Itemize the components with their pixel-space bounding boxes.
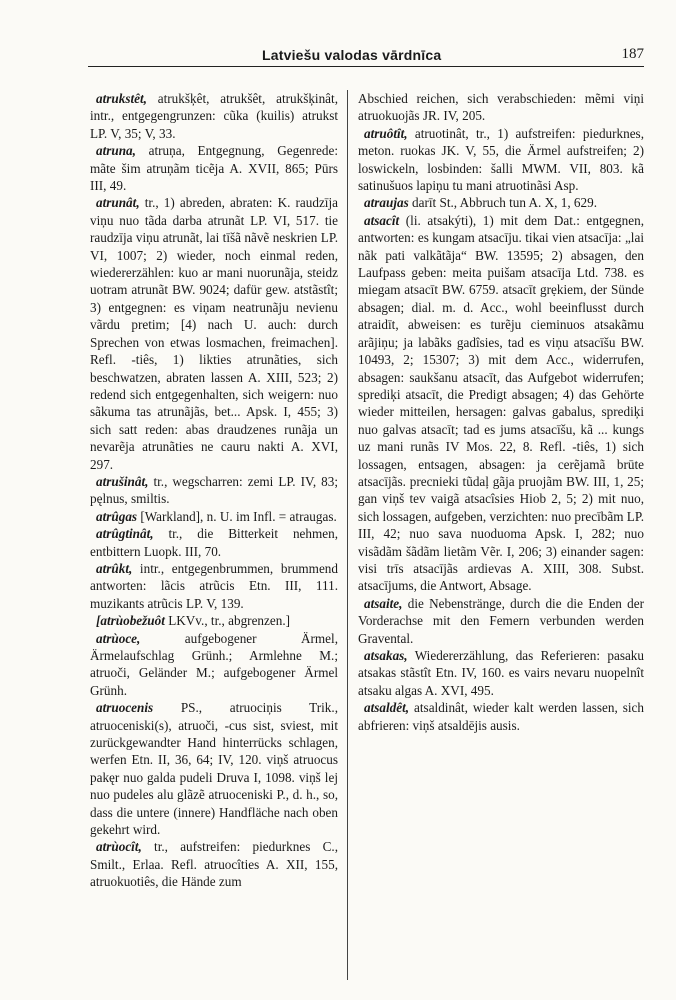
- entry-headword: atsacît: [364, 212, 400, 228]
- dictionary-entry: [358, 194, 644, 211]
- dictionary-entry: [90, 508, 338, 525]
- dictionary-entry: [90, 560, 338, 612]
- entry-headword: atrušinât,: [96, 473, 149, 489]
- entry-definition: atrukšķêt, atrukšêt, atrukšķinât, intr., entgegengrunzen: cũka (kuilis) atrukst LP. V, 35; V, 33.: [90, 91, 338, 141]
- dictionary-entry: [90, 630, 338, 700]
- entry-definition: tr., 1) abreden, abraten: K. raudzīja viņu nuo tãda darba atrunãt LP. VI, 517. tie raudzīja viņu atrunãt, lai tīšã nãvẽ neskrien LP. VI, 1007; 2) wieder, noch einmal reden, wiedererzählen: kuo ar mani nuorunãja, steidz uotram atrunãt BW. 9024; dafür gew. atstãstît; 3) entgegnen: es viņam neatrunãju nevienu vãrdu pretim; [4) nach U. auch: durch Sprechen von etwas losmachen, freimachen]. Refl. -tiês, 1) likties atrunãties, sich beschwatzen, abraten lassen A. XIII, 523; 2) redend sich entgegenhalten, sich weigern: nuo sãkuma tas atrunãjãs, bet... Apsk. I, 455; 3) sich satt reden: abas draudzenes runãja un nevarẽja atrunãties ne cauru nakti A. XVI, 297.: [90, 195, 338, 472]
- entry-definition: [Warkland], n. U. im Infl. = atraugas.: [137, 508, 337, 524]
- entry-headword: atruna,: [96, 143, 136, 159]
- entry-definition: Abschied reichen, sich verabschieden: mẽmi viņi atruokuojãs JR. IV, 205.: [358, 91, 644, 124]
- entry-headword: atrunât,: [96, 195, 140, 211]
- entry-definition: die Nebenstränge, durch die die Enden der Vorderachse mit den Femern verbunden werden Gravental.: [358, 595, 644, 646]
- entry-headword: atruôtît,: [364, 125, 408, 141]
- entry-definition: intr., entgegenbrummen, brummend antworten: lãcis atrũcis Etn. III, 111. muzikants atrũcis LP. V, 139.: [90, 560, 338, 611]
- entry-definition: atruotinât, tr., 1) aufstreifen: piedurknes, meton. ruokas JK. V, 55, die Ärmel aufstreifen; 2) loswickeln, losbinden: šalli MWM. VII, 803. kã satinušuos lapiņu tu mani atruotinãsi Asp.: [358, 125, 644, 194]
- page-header: [88, 44, 644, 67]
- dictionary-entry: [90, 473, 338, 508]
- entry-definition: Wiedererzählung, das Referieren: pasaku atsakas stãstît Etn. IV, 160. es vairs nevaru nuopelnît atsaku algas A. XVI, 495.: [358, 648, 644, 698]
- dictionary-entry: [90, 699, 338, 838]
- dictionary-entry: [358, 212, 644, 595]
- entry-headword: atrukstêt,: [96, 91, 147, 106]
- entry-definition: tr., wegscharren: zemi LP. IV, 83; pęlnus, smiltis.: [90, 473, 338, 507]
- dictionary-entry: [358, 125, 644, 195]
- entry-headword: atsaite,: [364, 595, 403, 611]
- column-divider: [347, 90, 348, 980]
- dictionary-entry: [358, 647, 644, 699]
- entry-definition: LKVv., tr., abgrenzen.]: [164, 613, 291, 629]
- entry-definition: darīt St., Abbruch tun A. X, 1, 629.: [408, 195, 597, 211]
- entry-definition: aufgebogener Ärmel, Ärmelaufschlag Grünh.; Armlehne M.; atruoči, Geländer M.; aufgebogener Ärmel Grünh.: [90, 630, 338, 698]
- entry-definition: atsaldinât, wieder kalt werden lassen, sich abfrieren: viņš atsaldējis ausis.: [358, 700, 644, 733]
- entry-headword: atrùocît,: [96, 839, 142, 855]
- page-number: 187: [621, 46, 644, 62]
- entry-headword: atrûgtinât,: [96, 526, 154, 542]
- dictionary-entry: [90, 525, 338, 560]
- running-title: Latviešu valodas vārdnīca: [262, 47, 442, 63]
- dictionary-entry: [90, 142, 338, 194]
- dictionary-entry: [358, 699, 644, 734]
- entry-headword: atrûgas: [96, 508, 138, 524]
- left-column: [90, 90, 338, 980]
- entry-headword: atrûkt,: [96, 560, 133, 576]
- dictionary-entry: [90, 612, 338, 629]
- entry-headword: atsaldêt,: [364, 700, 410, 716]
- entry-headword: atrùoce,: [96, 630, 141, 646]
- entry-headword: [atrùobežuôt: [96, 613, 165, 629]
- dictionary-entry: [90, 90, 338, 142]
- entry-headword: atsakas,: [364, 648, 408, 663]
- entry-definition: atruņa, Entgegnung, Gegenrede: mãte šim atruņãm ticẽja A. XVII, 865; Pūrs III, 49.: [90, 143, 338, 194]
- dictionary-entry: [358, 90, 644, 125]
- dictionary-entry: [358, 595, 644, 647]
- entry-headword: atraujas: [364, 195, 409, 211]
- entry-definition: (li. atsakýti), 1) mit dem Dat.: entgegnen, antworten: es kungam atsacīju. tikai vien atsacīja: „lai nãk pati valkãtãja“ BW. 13595; 2) absagen, den Laufpass geben: meita puišam atsacīja Ltd. 738. es miegam atsacīt BW. 6759. atsacīt grẹkiem, der Sünde absagen; dial. m. d. Acc., wohl beeinflusst durch atraidīt, abweisen: es turẽju cieminuos atsakãmu arãjiņu; ja labãks gadîsies, tad es viņu atsacīšu BW. 10493, 2; 15307; 3) mit dem Acc., widerrufen, absagen: saukšanu atsacīt, das Aufgebot widerrufen; sprediķi atsacīt, die Predigt absagen; 4) das Gehörte wieder mitteilen, hersagen: galvas gabalus, sprediķi nuo galvas atsacīt; tad es jums atsacīšu, kã ... kungs uz mani runãs IV Mos. 22, 8. Refl. -tiês, 1) sich lossagen, entsagen, absagen: ja cerẽjamã brūte atsacījãs. precnieki tũdaļ gãja pruojãm BW. III, 1, 25; gan viņš tev vaigã atsacîsies Hiob 2, 5; 2) mit nuo, sich lossagen, aufgeben, verzichten: nuo precībãm LP. III, 42; nuo sava nuoduoma Apsk. I, 282; nuo visãdãm šãdãm lietãm Vẽr. I, 206; 3) einander sagen: visi trīs atsacījãs ardievas A. XIII, 308. Subst. atsacījums, die Antwort, Absage.: [358, 212, 644, 594]
- right-column: [358, 90, 644, 980]
- dictionary-entry: [90, 194, 338, 473]
- entry-definition: tr., die Bitterkeit nehmen, entbittern Luopk. III, 70.: [90, 526, 338, 559]
- dictionary-entry: [90, 838, 338, 890]
- entry-definition: PS., atruociņis Trik., atruoceniski(s), atruoči, -cus sist, sviest, mit zurückgewandter Hand hinterrücks schlagen, werfen Etn. II, 36, 64; IV, 120. viņš atruocus pakęr nuo galda pudeli Druva I, 1098. viņš lej nuo pudeles alu glãzẽ atruoceniski P., d. h., so, dass die untere (innere) Handfläche nach oben gekehrt wird.: [90, 700, 338, 838]
- entry-definition: tr., aufstreifen: piedurknes C., Smilt., Erlaa. Refl. atruocîties A. XII, 155, atruokuotiês, die Hände zum: [90, 839, 338, 890]
- entry-headword: atruocenis: [96, 700, 154, 716]
